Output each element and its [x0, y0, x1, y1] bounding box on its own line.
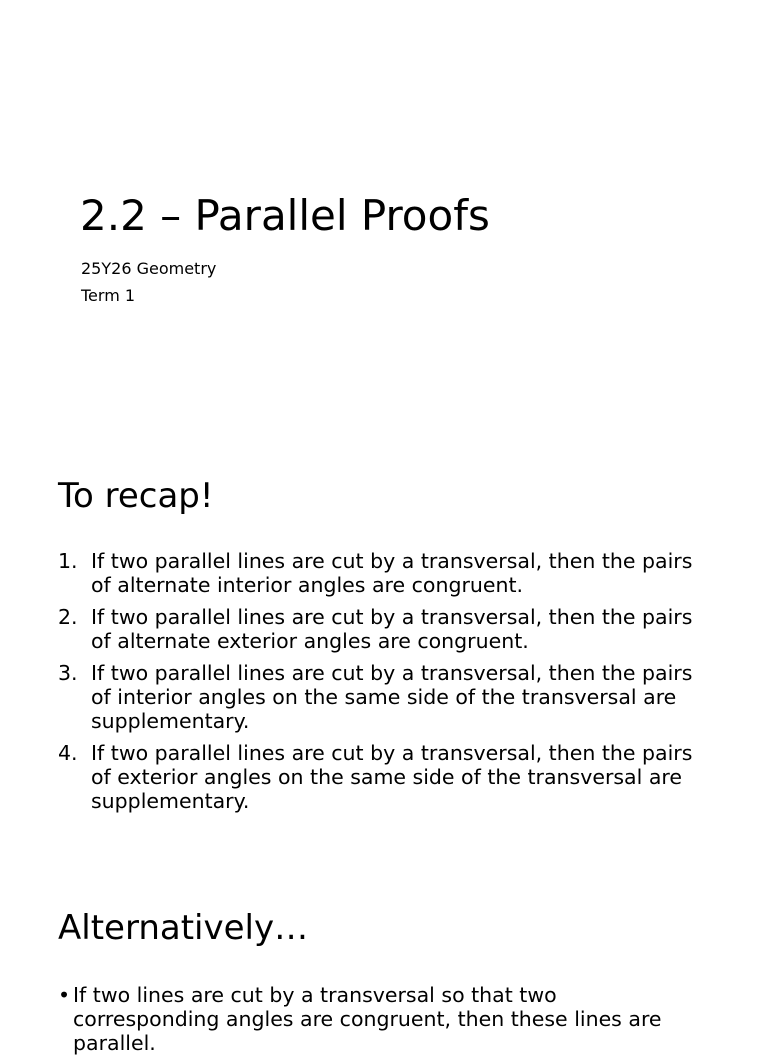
subtitle-term: Term 1 — [81, 286, 136, 305]
list-item — [58, 983, 708, 1055]
recap-list — [58, 549, 708, 821]
bullet-icon: • — [58, 983, 71, 1007]
alternatively-heading: Alternatively… — [58, 908, 309, 948]
slide-subtitle — [81, 255, 216, 309]
list-item — [58, 661, 708, 733]
list-item-text: If two lines are cut by a transversal so that two corresponding angles are congruent, then these lines are parallel. — [73, 983, 662, 1055]
list-item — [58, 549, 708, 597]
list-item-text: If two parallel lines are cut by a transversal, then the pairs of alternate exterior angles are congruent. — [91, 605, 693, 653]
list-item — [58, 741, 708, 813]
list-item-number: 2. — [58, 605, 78, 629]
list-item-text: If two parallel lines are cut by a transversal, then the pairs of alternate interior angles are congruent. — [91, 549, 693, 597]
list-item-text: If two parallel lines are cut by a transversal, then the pairs of exterior angles on the same side of the transversal are supplementary. — [91, 741, 693, 813]
slide-title: 2.2 – Parallel Proofs — [80, 191, 490, 240]
list-item — [58, 605, 708, 653]
subtitle-course: 25Y26 Geometry — [81, 259, 217, 278]
list-item-number: 4. — [58, 741, 78, 765]
alternatively-list — [58, 983, 708, 1055]
list-item-number: 1. — [58, 549, 78, 573]
list-item-number: 3. — [58, 661, 78, 685]
recap-heading: To recap! — [58, 476, 214, 516]
list-item-text: If two parallel lines are cut by a transversal, then the pairs of interior angles on the same side of the transversal are supplementary. — [91, 661, 693, 733]
